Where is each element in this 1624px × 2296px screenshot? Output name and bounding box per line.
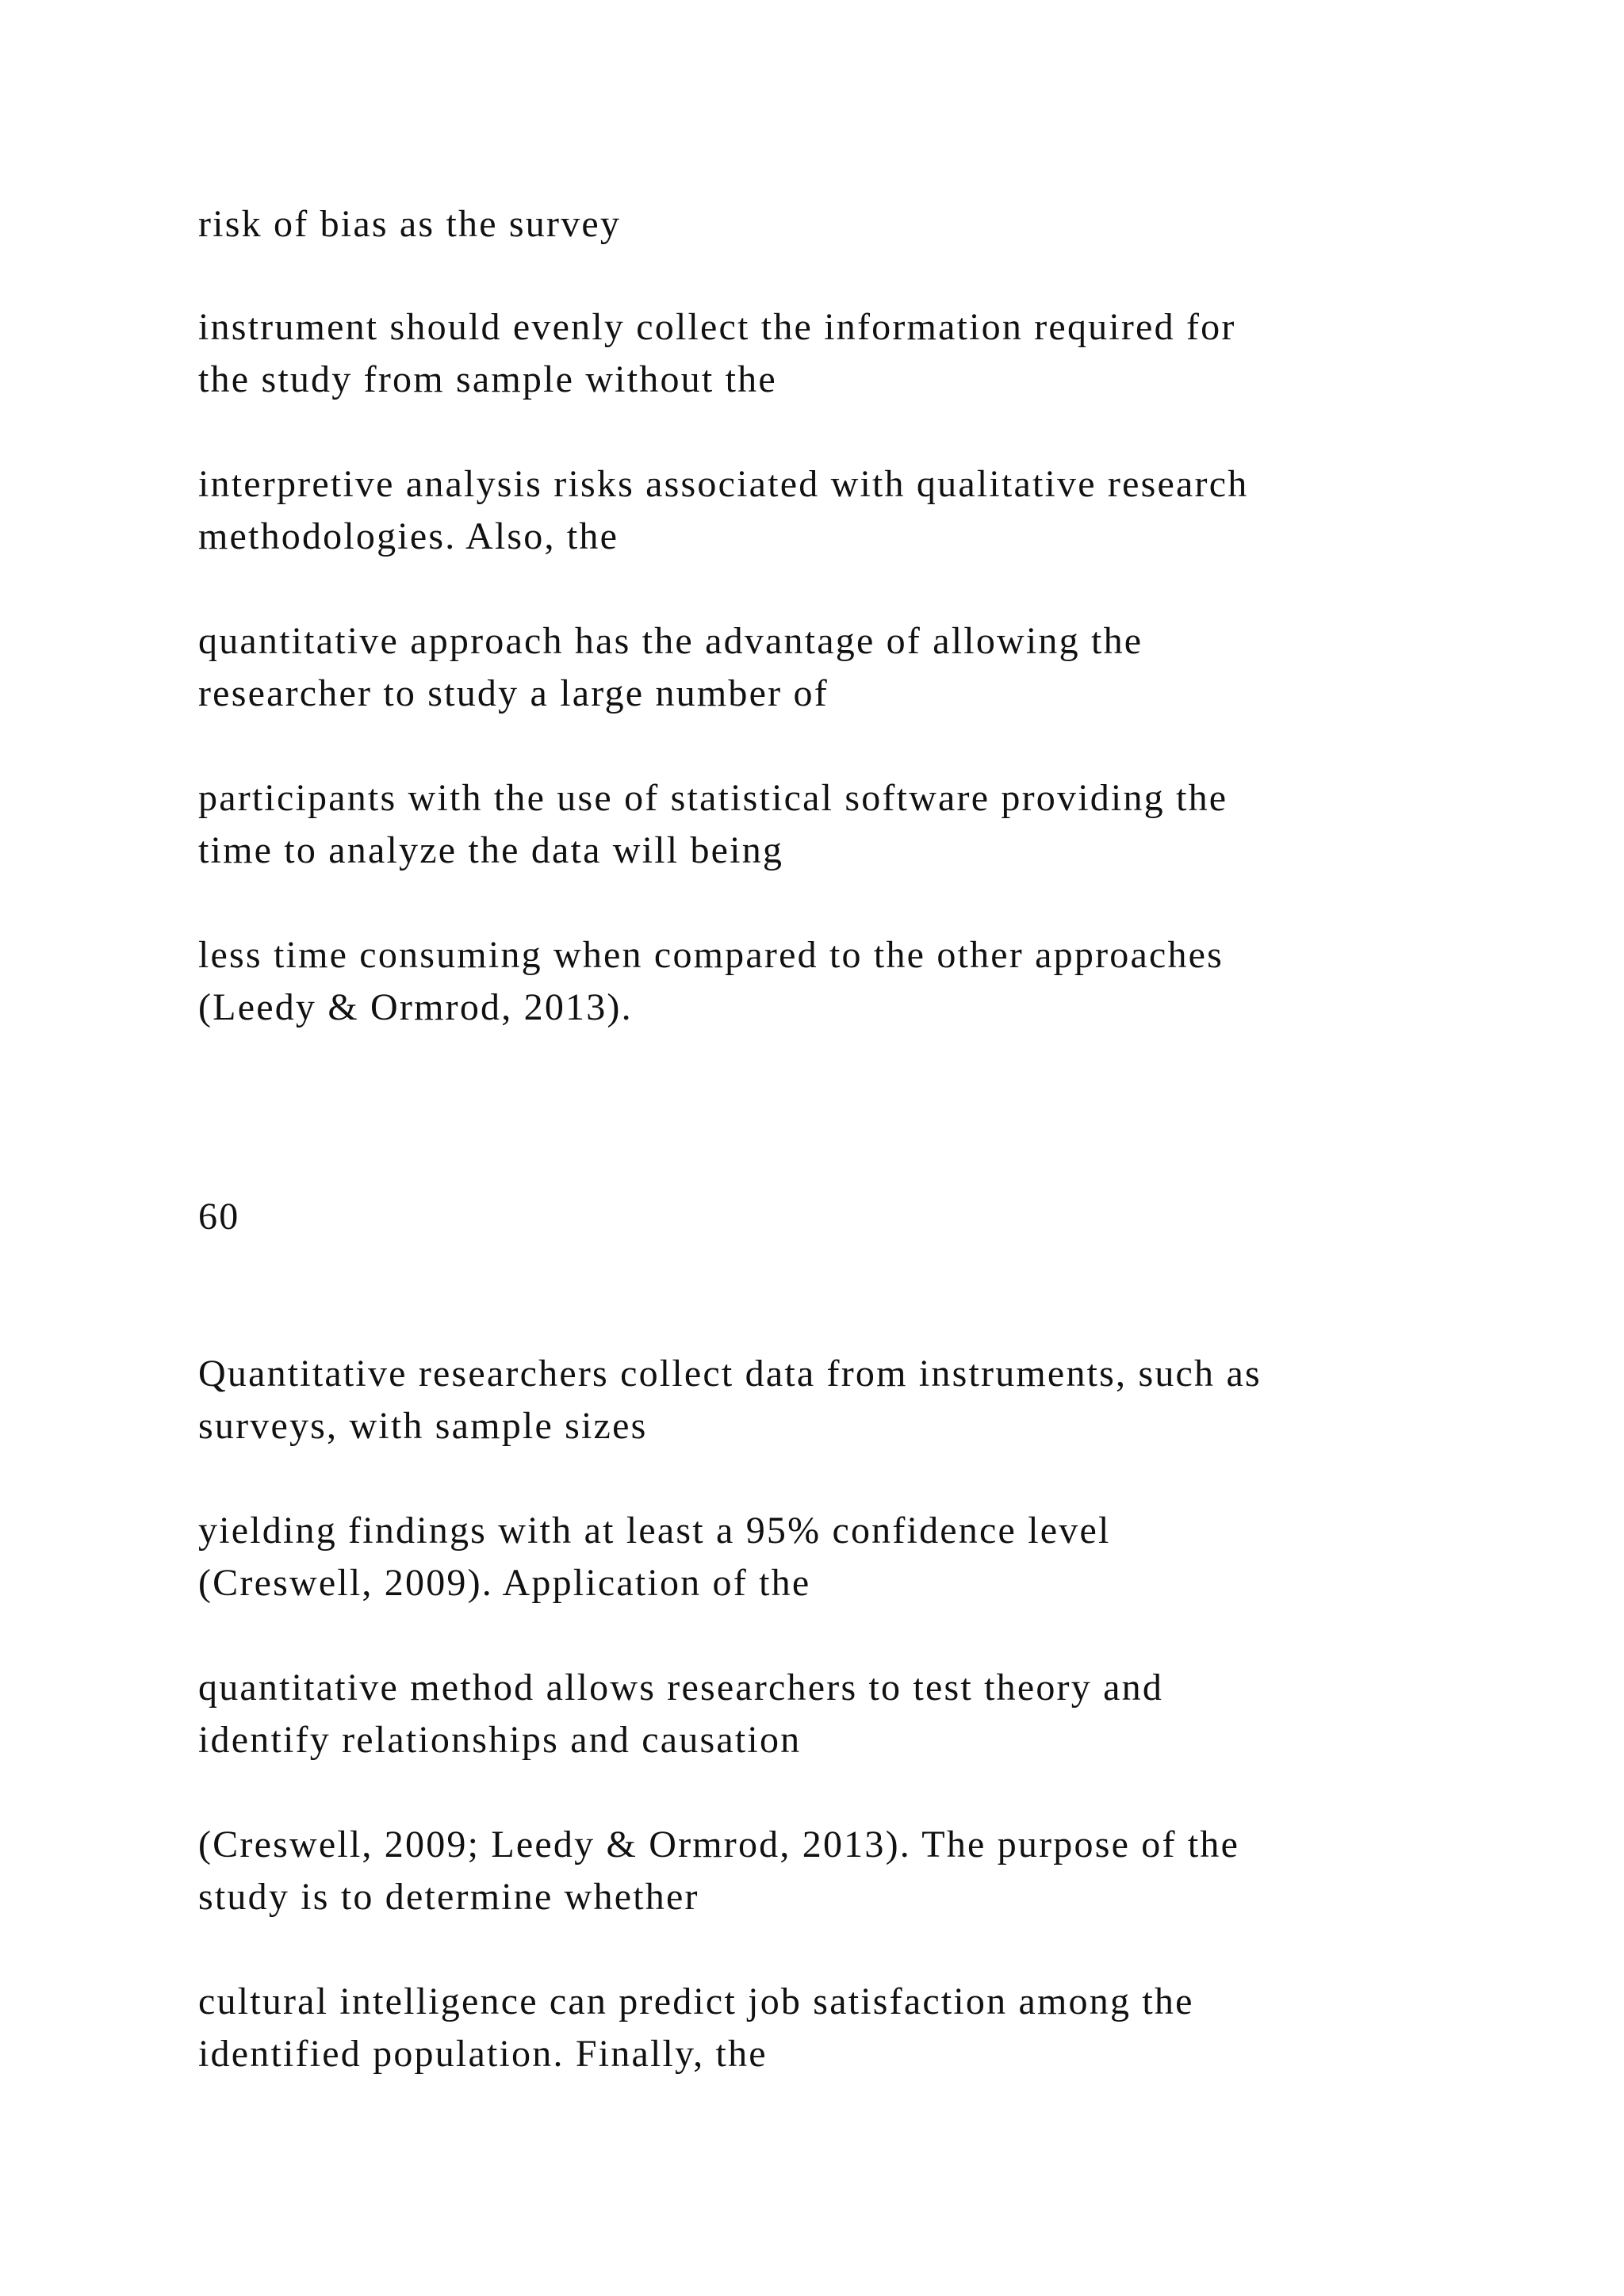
- text-line: surveys, with sample sizes: [198, 1405, 648, 1447]
- text-line: yielding findings with at least a 95% confidence level: [198, 1510, 1111, 1552]
- text-line: identify relationships and causation: [198, 1719, 802, 1761]
- text-line: cultural intelligence can predict job satisfaction among the: [198, 1980, 1194, 2022]
- text-line: (Creswell, 2009; Leedy & Ormrod, 2013). The purpose of the: [198, 1823, 1240, 1866]
- paragraph-participants: [198, 772, 1546, 877]
- paragraph-purpose: [198, 1819, 1546, 1923]
- paragraph-quantitative-researchers: [198, 1348, 1546, 1452]
- paragraph-interpretive-analysis: [198, 458, 1546, 563]
- paragraph-cultural-intelligence: [198, 1976, 1546, 2080]
- paragraph-risk-of-bias: [198, 198, 1546, 251]
- paragraph-yielding-findings: [198, 1505, 1546, 1609]
- text-line: (Leedy & Ormrod, 2013).: [198, 986, 633, 1028]
- text-line: risk of bias as the survey: [198, 203, 622, 245]
- text-line: study is to determine whether: [198, 1876, 699, 1918]
- paragraph-quantitative-approach: [198, 615, 1546, 720]
- paragraph-instrument: [198, 301, 1546, 406]
- text-line: quantitative approach has the advantage of allowing the: [198, 620, 1143, 662]
- text-line: (Creswell, 2009). Application of the: [198, 1562, 811, 1604]
- text-line: time to analyze the data will being: [198, 829, 784, 871]
- page-number-text: 60: [198, 1196, 240, 1238]
- text-line: quantitative method allows researchers to test theory and: [198, 1667, 1164, 1709]
- page-number: [198, 1191, 1546, 1243]
- text-line: interpretive analysis risks associated with qualitative research: [198, 463, 1249, 505]
- text-line: methodologies. Also, the: [198, 515, 619, 557]
- paragraph-quantitative-method: [198, 1662, 1546, 1766]
- text-line: Quantitative researchers collect data from instruments, such as: [198, 1353, 1262, 1395]
- text-line: the study from sample without the: [198, 358, 777, 400]
- text-line: less time consuming when compared to the other approaches: [198, 934, 1224, 976]
- text-line: instrument should evenly collect the information required for: [198, 306, 1236, 348]
- text-line: identified population. Finally, the: [198, 2033, 768, 2075]
- text-line: participants with the use of statistical software providing the: [198, 777, 1228, 819]
- text-line: researcher to study a large number of: [198, 672, 829, 714]
- paragraph-less-time: [198, 929, 1546, 1034]
